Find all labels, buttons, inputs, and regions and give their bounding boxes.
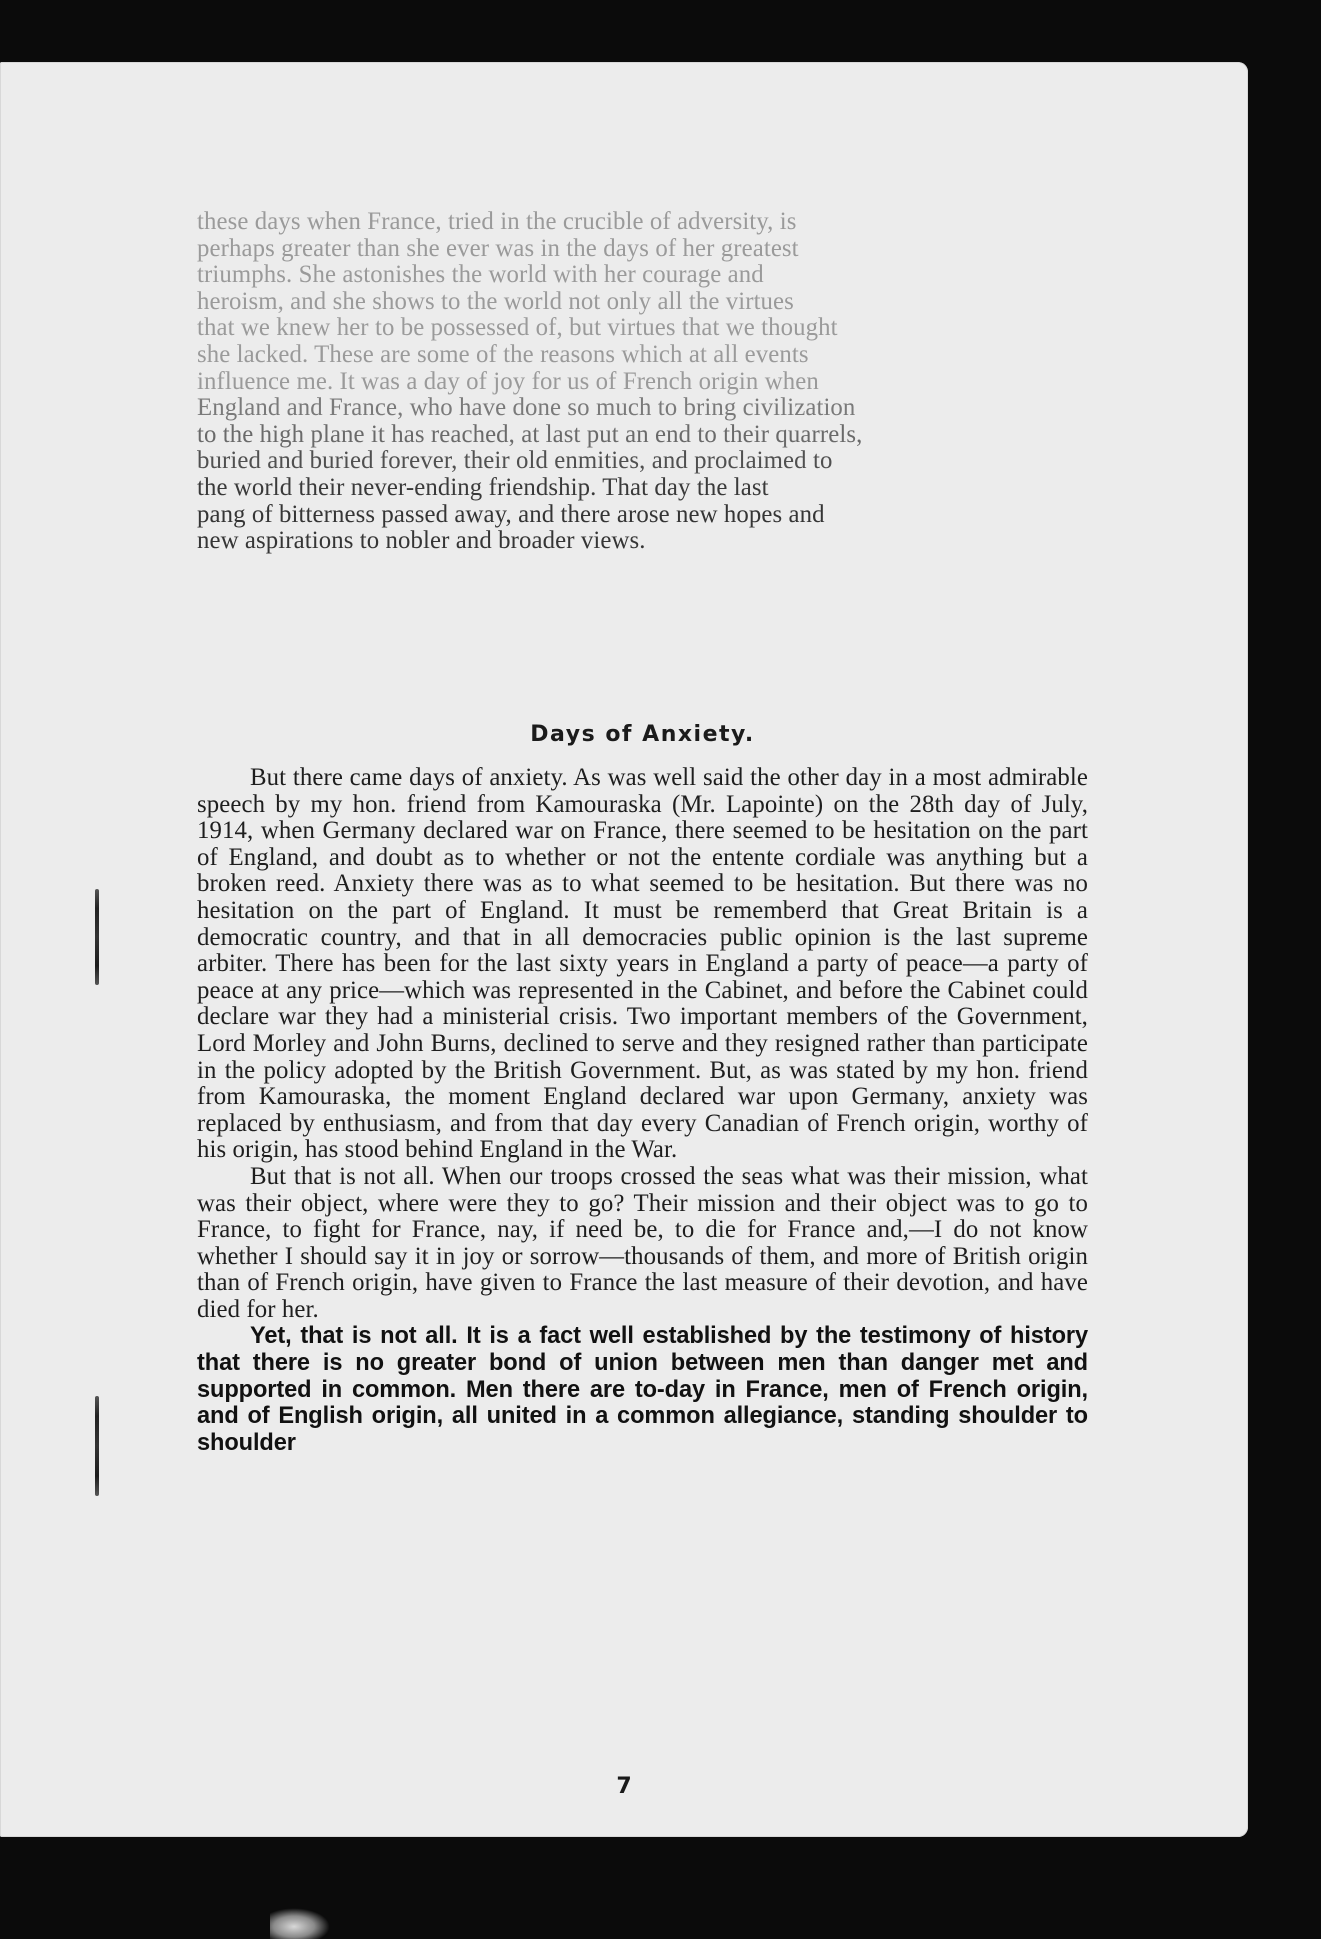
faded-line: the world their never-ending friendship. That day the last [197,473,769,501]
faded-line: England and France, who have done so much to bring civilization [197,394,856,422]
faded-line: perhaps greater than she ever was in the days of her greatest [197,234,799,262]
margin-marker [95,889,99,985]
margin-marker [95,1396,99,1496]
body-text [197,765,1088,1456]
paragraph: But that is not all. When our troops crossed the seas what was their mission, what was their object, where were they to go? Their mission and their object was to go to France, to fight for France, nay, if need be, to die for France and,—I do not know whether I should say it in joy or sorrow—thousands of them, and more of British origin than of French origin, have given to France the last measure of their devotion, and have died for her. [197,1162,1088,1323]
faded-line: heroism, and she shows to the world not only all the virtues [197,287,794,315]
paragraph: But there came days of anxiety. As was well said the other day in a most admirable speech by my hon. friend from Kamouraska (Mr. Lapointe) on the 28th day of July, 1914, when Germany declared war on France, there seemed to be hesitation on the part of England, and doubt as to whether or not the entente cordiale was anything but a broken reed. Anxiety there was as to what seemed to be hesitation. But there was no hesitation on the part of England. It must be rememberd that Great Britain is a democratic country, and that in all democracies public opinion is the last supreme arbiter. There has been for the last sixty years in England a party of peace—a party of peace at any price—which was represented in the Cabinet, and before the Cabinet could declare war they had a ministerial crisis. Two important members of the Government, Lord Morley and John Burns, declined to serve and they resigned rather than participate in the policy adopted by the British Government. But, as was stated by my hon. friend from Kamouraska, the moment England declared war upon Germany, anxiety was replaced by enthusiasm, and from that day every Canadian of French origin, worthy of his origin, has stood behind England in the War. [197,764,1088,1164]
faded-line: she lacked. These are some of the reasons which at all events [197,340,809,368]
faded-line: these days when France, tried in the crucible of adversity, is [197,208,797,235]
faded-line: triumphs. She astonishes the world with her courage and [197,261,764,289]
faded-line: to the high plane it has reached, at last put an end to their quarrels, [197,420,863,448]
faded-line: influence me. It was a day of joy for us of French origin when [197,367,819,395]
faded-line: pang of bitterness passed away, and there arose new hopes and [197,500,825,528]
faded-line: buried and buried forever, their old enmities, and proclaimed to [197,447,833,475]
faded-line: that we knew her to be possessed of, but virtues that we thought [197,314,838,342]
faded-line: new aspirations to nobler and broader views. [197,527,646,555]
scan-debris [270,1908,330,1939]
faded-paragraph [197,209,1088,555]
document-page [0,62,1248,1837]
page-number: 7 [616,1774,632,1799]
section-heading: Days of Anxiety. [530,722,755,747]
bold-paragraph: Yet, that is not all. It is a fact well established by the testimony of history that there is no greater bond of union between men than danger met and supported in common. Men there are to-day in France, men of French origin, and of English origin, all united in a common allegiance, standing shoulder to shoulder [197,1323,1088,1456]
